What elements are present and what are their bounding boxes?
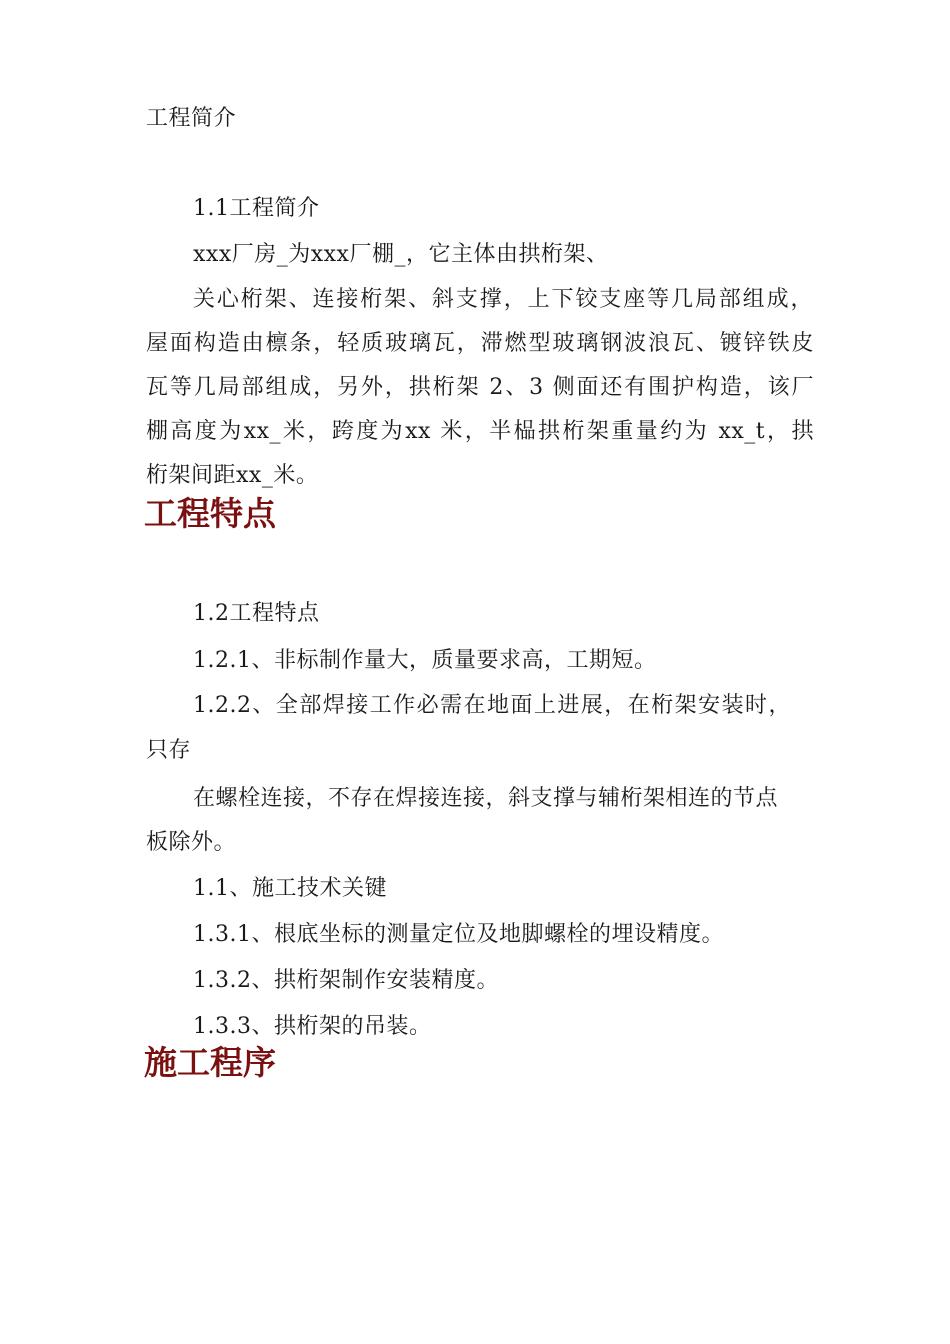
section-1-3-heading: 1.1、施工技术关键 xyxy=(193,876,387,901)
list-item: 1.3.1、根底坐标的测量定位及地脚螺栓的埋设精度。 xyxy=(193,922,724,947)
paragraph-line: 桁架间距xx_米。 xyxy=(146,463,319,488)
section-1-1-heading: 1.1工程简介 xyxy=(193,196,320,221)
list-item: 只存 xyxy=(146,738,192,763)
list-item: 1.3.3、拱桁架的吊装。 xyxy=(193,1014,432,1039)
paragraph-line: 屋面构造由檩条，轻质玻璃瓦，滞燃型玻璃钢波浪瓦、镀锌铁皮 xyxy=(146,331,814,356)
paragraph-line: 瓦等几局部组成，另外，拱桁架 2、3 侧面还有围护构造，该厂 xyxy=(146,375,814,400)
list-item: 1.2.1、非标制作量大，质量要求高，工期短。 xyxy=(193,648,657,673)
heading-construction-procedure: 施工程序 xyxy=(144,1043,276,1082)
paragraph-line: xxx厂房_为xxx厂棚_，它主体由拱桁架、 xyxy=(193,242,609,267)
list-item: 1.3.2、拱桁架制作安装精度。 xyxy=(193,968,499,993)
paragraph-line: 关心桁架、连接桁架、斜支撑，上下铰支座等几局部组成， xyxy=(193,287,813,312)
heading-project-features: 工程特点 xyxy=(144,494,276,533)
section-1-2-heading: 1.2工程特点 xyxy=(193,601,320,626)
intro-title: 工程简介 xyxy=(146,106,237,131)
list-item: 在螺栓连接，不存在焊接连接，斜支撑与辅桁架相连的节点 xyxy=(193,786,779,811)
paragraph-line: 棚高度为xx_米，跨度为xx 米，半榀拱桁架重量约为 xx_t，拱 xyxy=(146,419,814,444)
list-item: 板除外。 xyxy=(146,830,237,855)
list-item: 1.2.2、全部焊接工作必需在地面上进展，在桁架安装时， xyxy=(193,693,791,718)
